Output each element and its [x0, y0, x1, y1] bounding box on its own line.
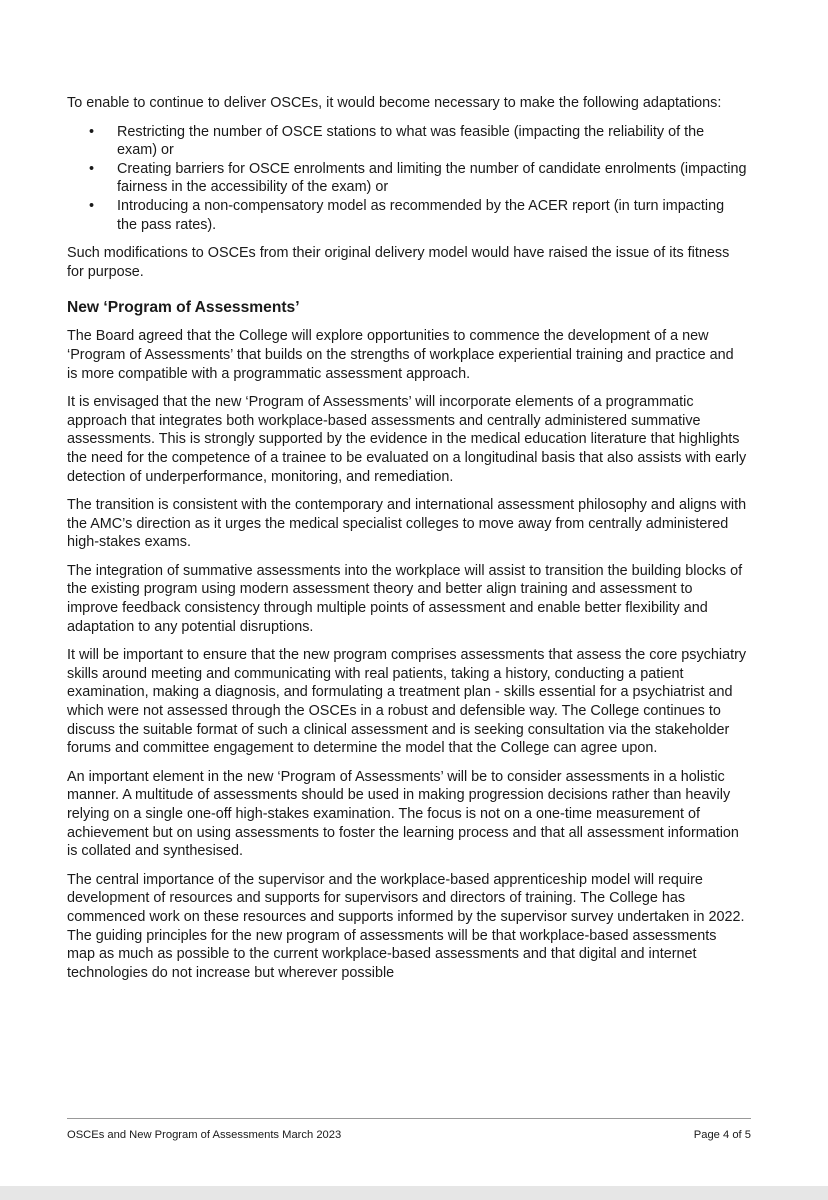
paragraph: The Board agreed that the College will explore opportunities to commence the development of a new ‘Program of Assessments’ that builds on the strengths of workplace experiential training and practice and is more compatible with a programmatic assessment approach.	[67, 328, 734, 382]
document-body	[67, 94, 747, 992]
bullet-icon: •	[89, 123, 95, 140]
list-item-text: Creating barriers for OSCE enrolments and limiting the number of candidate enrolments (impacting fairness in the accessibility of the exam) or	[117, 160, 747, 196]
paragraph: The transition is consistent with the contemporary and international assessment philosophy and aligns with the AMC’s direction as it urges the medical specialist colleges to move away from centrally administered high-stakes exams.	[67, 497, 747, 551]
adaptations-list	[67, 123, 747, 235]
section-heading: New ‘Program of Assessments’	[67, 299, 300, 317]
list-item	[89, 123, 747, 160]
list-item	[89, 197, 747, 234]
page-footer	[67, 1118, 751, 1142]
footer-title: OSCEs and New Program of Assessments March 2023	[67, 1129, 342, 1141]
list-item-text: Introducing a non-compensatory model as recommended by the ACER report (in turn impacting the pass rates).	[117, 197, 725, 233]
paragraph: The integration of summative assessments into the workplace will assist to transition the building blocks of the existing program using modern assessment theory and better align training and assessment to improve feedback consistency through multiple points of assessment and enable better flexibility and adaptation to any potential disruptions.	[67, 562, 743, 635]
list-item	[89, 160, 747, 197]
page-number: Page 4 of 5	[693, 1129, 751, 1141]
paragraph: It will be important to ensure that the new program comprises assessments that assess the core psychiatry skills around meeting and communicating with real patients, taking a history, conducting a patient examination, making a diagnosis, and formulating a treatment plan - skills essential for a psychiatrist and which were not assessed through the OSCEs in a robust and defensible way. The College continues to discuss the suitable format of such a clinical assessment and is seeking consultation via the stakeholder forums and committee engagement to determine the model that the College can agree upon.	[67, 647, 747, 757]
bullet-icon: •	[89, 197, 95, 214]
list-item-text: Restricting the number of OSCE stations to what was feasible (impacting the reliability of the exam) or	[117, 123, 705, 159]
intro-paragraph: To enable to continue to deliver OSCEs, it would become necessary to make the following adaptations:	[67, 95, 722, 111]
paragraph: The central importance of the supervisor and the workplace-based apprenticeship model will require development of resources and supports for supervisors and directors of training. The College has commenced work on these resources and supports informed by the supervisor survey undertaken in 2022. The guiding principles for the new program of assessments will be that workplace-based assessments map as much as possible to the current workplace-based assessments and that digital and internet technologies do not increase but wherever possible	[67, 871, 745, 981]
bullet-icon: •	[89, 160, 95, 177]
modifications-paragraph: Such modifications to OSCEs from their original delivery model would have raised the issue of its fitness for purpose.	[67, 245, 730, 280]
paragraph: It is envisaged that the new ‘Program of Assessments’ will incorporate elements of a programmatic approach that integrates both workplace-based assessments and centrally administered summative assessments. This is strongly supported by the evidence in the medical education literature that highlights the need for the competence of a trainee to be evaluated on a longitudinal basis that also assists with early detection of underperformance, monitoring, and remediation.	[67, 394, 747, 485]
paragraph: An important element in the new ‘Program of Assessments’ will be to consider assessments in a holistic manner. A multitude of assessments should be used in making progression decisions rather than heavily relying on a single one-off high-stakes examination. The focus is not on a one-time measurement of achievement but on using assessments to foster the learning process and that all assessment information is collated and synthesised.	[67, 768, 739, 860]
viewer-bottom-edge	[0, 1186, 828, 1200]
